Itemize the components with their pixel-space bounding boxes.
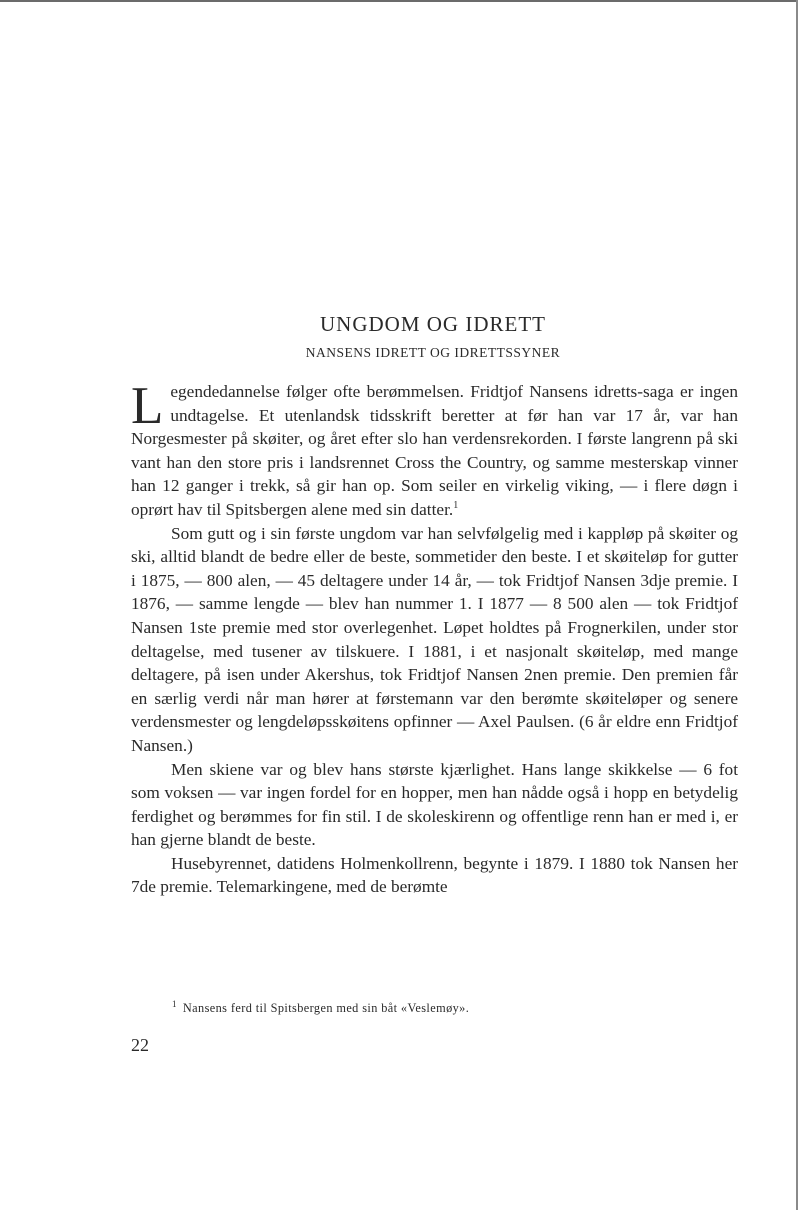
body-text bbox=[131, 377, 738, 899]
paragraph-2: Som gutt og i sin første ungdom var han selvfølgelig med i kappløp på skøiter og ski, alltid blandt de bedre eller de beste, sommetider den beste. I et skøiteløp for gutter i 1875, — 800 alen, — 45 deltagere under 14 år, — tok Fridtjof Nansen 3dje premie. I 1876, — samme lengde — blev han nummer 1. I 1877 — 8 500 alen — tok Fridtjof Nansen 1ste premie med stor overlegenhet. Løpet holdtes på Frognerkilen, under stor deltagelse, med tusener av tilskuere. I 1881, i et nasjonalt skøiteløp, med mange deltagere, på isen under Akershus, tok Fridtjof Nansen 2nen premie. Den premien får en særlig verdi når man hører at førstemann var den berømte skøiteløper og senere verdensmester og lengdeløpsskøitens opfinner — Axel Paulsen. (6 år eldre enn Fridtjof Nansen.) bbox=[131, 523, 738, 755]
footnote-number: 1 bbox=[172, 998, 177, 1009]
footnote bbox=[172, 998, 470, 1016]
footnote-text: Nansens ferd til Spitsbergen med sin båt «Veslemøy». bbox=[182, 1001, 470, 1015]
footnote-reference[interactable]: 1 bbox=[453, 500, 459, 512]
paragraph-1-text: egendedannelse følger ofte berømmelsen. Fridtjof Nansens idretts-saga er ingen undtagelse. Et utenlandsk tidsskrift beretter at før han var 17 år, var han Norgesmester på skøiter, og året efter slo han verdensrekorden. I første langrenn på ski vant han den store pris i landsrennet Cross the Country, og samme mesterskap vinner han 12 ganger i trekk, så gir han op. Som seiler en virkelig viking, — i flere døgn i oprørt hav til Spitsbergen alene med sin datter. bbox=[131, 382, 738, 519]
paragraph-1 bbox=[131, 377, 738, 522]
chapter-title: UNGDOM OG IDRETT bbox=[320, 312, 546, 336]
chapter-subtitle: NANSENS IDRETT OG IDRETTSSYNER bbox=[305, 345, 561, 360]
paragraph-4: Husebyrennet, datidens Holmenkollrenn, begynte i 1879. I 1880 tok Nansen her 7de premie. Telemarkingene, med de berømte bbox=[131, 853, 738, 897]
paragraph-3: Men skiene var og blev hans største kjærlighet. Hans lange skikkelse — 6 fot som voksen — var ingen fordel for en hopper, men han nådde også i hopp en betydelig ferdighet og berømmes for fin stil. I de skoleskirenn og offentlige renn han er med i, er han gjerne blandt de beste. bbox=[131, 759, 738, 850]
page-edge-top bbox=[0, 0, 798, 2]
page-number: 22 bbox=[131, 1035, 149, 1055]
drop-cap-initial: L bbox=[131, 377, 164, 435]
